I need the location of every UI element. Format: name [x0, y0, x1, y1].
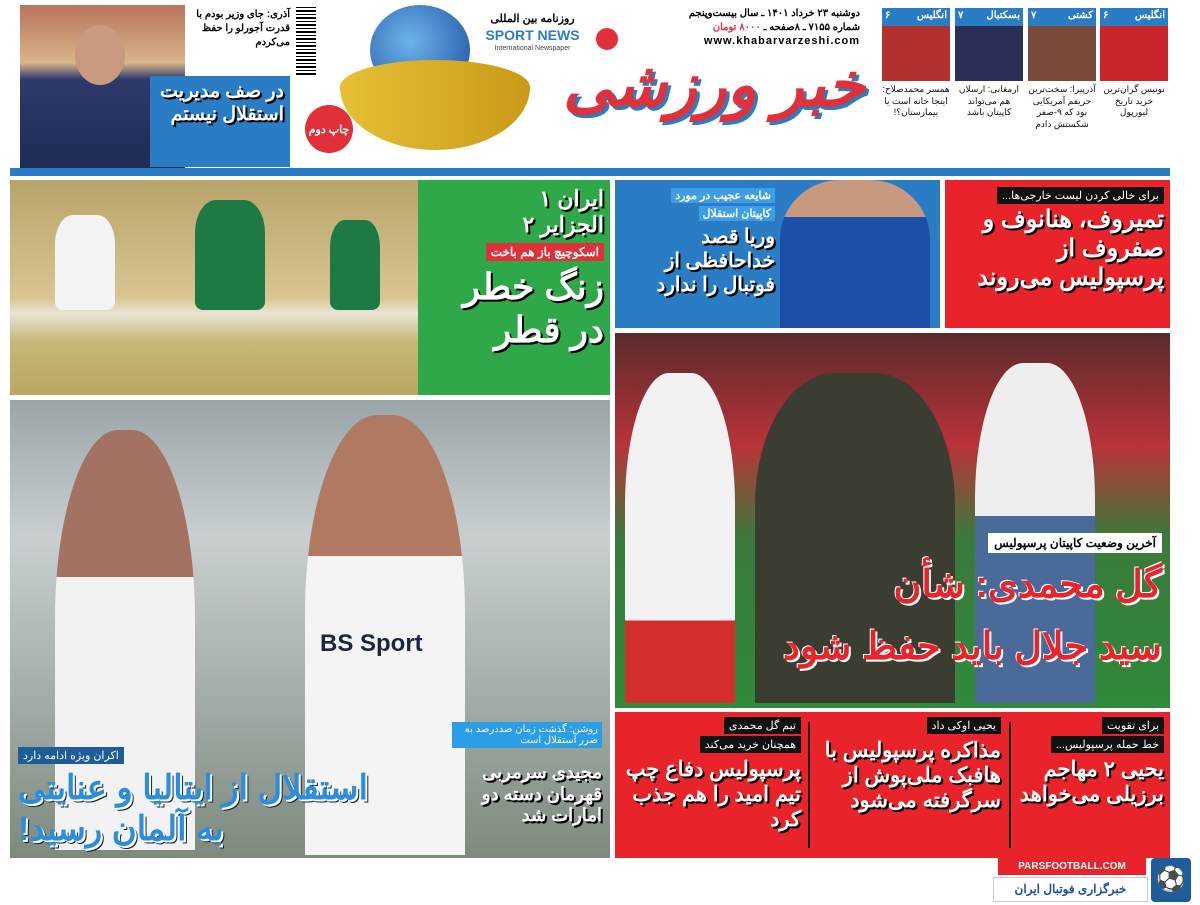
main-kicker: آخرین وضعیت کاپیتان پرسپولیس [988, 533, 1162, 553]
left-headline-1: استقلال از ایتالیا و عنایتی [18, 769, 368, 808]
thumb-category: کشتی [1067, 10, 1093, 21]
blue-headline: وریا قصد خداحافظی از فوتبال را ندارد [656, 226, 775, 296]
thumb-category: انگلیس [1134, 10, 1165, 21]
main-headline-2: سید جلال باید حفظ شود [782, 626, 1162, 668]
second-print-badge: چاپ دوم [305, 105, 353, 153]
bottom-tag: یحیی اوکی داد [927, 717, 1001, 734]
side-headline: مجیدی سرمربی قهرمان دسته دو امارات شد [481, 762, 602, 826]
masthead-logo: خبر ورزشی [563, 51, 865, 120]
iran-algeria-photo [10, 180, 418, 395]
footballer-icon: ⚽ [1151, 858, 1191, 902]
thumb-caption: آذرپیرا: سخت‌ترین حریفم آمریکایی بود که ۹-صفر شکستش دادم [1028, 84, 1096, 130]
date-line: دوشنبه ۲۳ خرداد ۱۴۰۱ ـ سال بیست‌وپنجم [688, 8, 860, 19]
thumb-category: انگلیس [916, 10, 947, 21]
bottom-story-1[interactable] [1012, 712, 1170, 852]
thumb-photo [955, 26, 1023, 81]
jersey-text: BS Sport [320, 630, 423, 657]
score-algeria: الجزایر ۲ [522, 212, 604, 238]
sport-news-label: SPORT NEWS [485, 27, 580, 43]
bottom-tag: تیم گل محمدی [724, 717, 801, 734]
red-headline: تمیروف، هنانوف و صفروف از پرسپولیس می‌روند [977, 206, 1164, 291]
left-story-block [18, 747, 438, 850]
main-headline-1: گل محمدی: شأن [893, 564, 1162, 606]
thumb-photo [1028, 26, 1096, 81]
intl-label: روزنامه بین المللی [490, 13, 575, 25]
logo-ribbon [340, 60, 530, 150]
thumb-photo [882, 26, 950, 81]
thumb-caption: نونیس گران‌ترین خرید تاریخ لیورپول [1103, 84, 1165, 118]
bottom-headline: پرسپولیس دفاع چپ تیم امید را هم جذب کرد [625, 758, 801, 831]
price: ۸۰۰۰ تومان [712, 22, 761, 33]
thumb-3[interactable] [955, 8, 1023, 163]
bottom-tag: همچنان خرید می‌کند [700, 736, 801, 753]
thumb-photo [1100, 26, 1168, 81]
parsfootball-name: خبرگزاری فوتبال ایران [993, 877, 1148, 902]
bottom-headline: مذاکره پرسپولیس با هافبک ملی‌پوش از سرگرفته می‌شود [824, 739, 1001, 812]
thumb-4[interactable] [882, 8, 950, 163]
thumb-caption: همسر محمدصلاح: اینجا خانه است یا بیمارستان؟! [882, 84, 950, 118]
thumb-1[interactable] [1100, 8, 1168, 163]
thumb-page: ۶ [1103, 10, 1109, 21]
masthead-divider [10, 168, 1170, 176]
bottom-tag: خط حمله پرسپولیس... [1051, 736, 1164, 753]
parsfootball-site: PARSFOOTBALL.COM [998, 858, 1146, 875]
column-divider [1009, 722, 1011, 848]
intl-newspaper-label: International Newspaper [494, 45, 571, 52]
thumb-2[interactable] [1028, 8, 1096, 163]
thumb-page: ۷ [1031, 10, 1037, 21]
blue-kicker-2: کاپیتان استقلال [699, 206, 776, 221]
left-kicker: اکران ویژه ادامه دارد [18, 747, 124, 764]
bottom-tag: برای تقویت [1102, 717, 1164, 734]
red-kicker: برای خالی کردن لیست خارجی‌ها... [997, 187, 1164, 204]
thumb-category: بسکتبال [986, 10, 1020, 21]
top-left-headline: در صف مدیریت استقلال نیستم [150, 76, 290, 167]
logo-dots [596, 28, 618, 50]
bottom-headline: یحیی ۲ مهاجم برزیلی می‌خواهد [1019, 758, 1164, 806]
red-story-box [945, 180, 1170, 328]
left-headline-2: به آلمان رسید! [18, 810, 224, 849]
score-iran: ایران ۱ [539, 186, 604, 211]
column-divider [808, 722, 810, 848]
issue-line [620, 22, 860, 33]
bottom-story-3[interactable] [615, 712, 807, 852]
blue-story-box [615, 180, 940, 328]
green-story-box [418, 180, 610, 395]
thumb-page: ۷ [958, 10, 964, 21]
top-left-kicker: آذری: جای وزیر بودم با قدرت آجورلو را حفظ می‌کردم [196, 9, 290, 48]
parsfootball-badge[interactable] [993, 858, 1193, 903]
blue-kicker-1: شایعه عجیب در مورد [671, 188, 775, 203]
website[interactable]: www.khabarvarzeshi.com [703, 35, 860, 47]
green-kicker: اسکوچیچ باز هم باخت [486, 243, 604, 261]
esteghlal-coaches-photo [10, 400, 610, 858]
side-kicker: روشن: گذشت زمان صددرصد به ضرر استقلال است [452, 722, 602, 748]
thumb-page: ۶ [885, 10, 891, 21]
main-story-photo [615, 333, 1170, 708]
thumb-caption: ارمغانی: ارسلان هم می‌تواند کاپیتان باشد [958, 84, 1020, 118]
barcode [296, 5, 316, 75]
green-headline: زنگ خطر در قطر [462, 265, 604, 350]
bottom-story-2[interactable] [812, 712, 1007, 852]
captain-photo [780, 180, 930, 328]
issue-number: شماره ۷۱۵۵ ـ ۸صفحه ـ [763, 22, 860, 33]
